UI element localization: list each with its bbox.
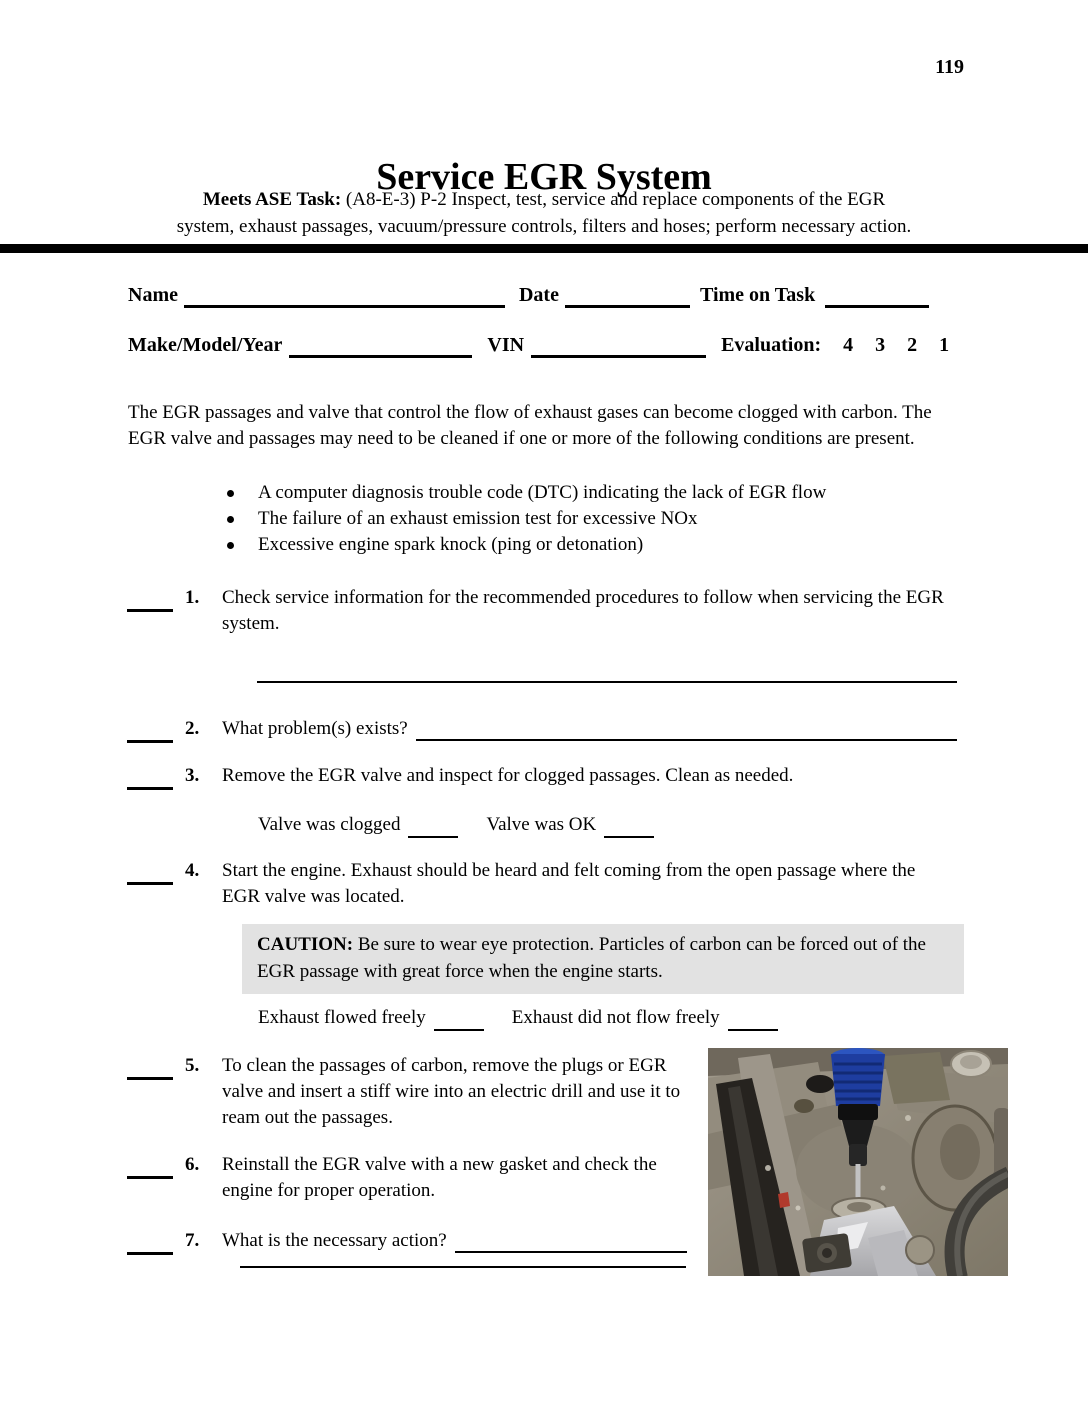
task-1-number: 1. xyxy=(185,587,200,608)
task-6 xyxy=(127,1152,692,1204)
date-label: Date xyxy=(518,284,559,306)
ase-task-line1: (A8-E-3) P-2 Inspect, test, service and replace components of the EGR xyxy=(345,189,886,210)
ase-task-subtitle xyxy=(0,186,1088,240)
caution-box xyxy=(242,924,964,994)
time-on-task-blank xyxy=(825,283,929,308)
name-blank xyxy=(184,283,505,308)
valve-clogged-blank xyxy=(408,815,458,838)
condition-list xyxy=(225,480,915,558)
condition-item-2: The failure of an exhaust emission test for excessive NOx xyxy=(225,506,915,532)
task-3-number: 3. xyxy=(185,765,200,786)
task-4-options-row xyxy=(258,1005,778,1031)
time-on-task-label: Time on Task xyxy=(699,284,816,306)
exhaust-flowed-label: Exhaust flowed freely xyxy=(258,1007,426,1028)
task-5 xyxy=(127,1053,692,1131)
egr-cleaning-photo xyxy=(708,1048,1008,1276)
task-1-completion-blank xyxy=(127,585,173,612)
task-4-completion-blank xyxy=(127,858,173,885)
task-1-answer-line xyxy=(257,681,957,683)
exhaust-did-not-flow-label: Exhaust did not flow freely xyxy=(511,1007,720,1028)
task-2-completion-blank xyxy=(127,716,173,743)
vin-label: VIN xyxy=(487,334,525,356)
name-label: Name xyxy=(128,284,178,306)
page-title: Service EGR System xyxy=(376,156,712,199)
task-3 xyxy=(127,763,952,790)
task-2-number: 2. xyxy=(185,718,200,739)
make-model-year-blank xyxy=(289,333,472,358)
ase-task-line2: system, exhaust passages, vacuum/pressure controls, filters and hoses; perform necessary action. xyxy=(176,216,912,237)
make-model-year-label: Make/Model/Year xyxy=(128,334,283,356)
header-divider-rule xyxy=(0,244,1088,253)
caution-label: CAUTION: xyxy=(257,934,354,955)
evaluation-label: Evaluation: xyxy=(721,334,822,356)
evaluation-score-2: 2 xyxy=(907,334,918,356)
task-3-completion-blank xyxy=(127,763,173,790)
red-marker xyxy=(778,1192,790,1208)
page-number: 119 xyxy=(935,56,964,78)
form-row-name-date-time xyxy=(128,282,929,308)
task-7-text: What is the necessary action? xyxy=(222,1230,447,1251)
caution-text: Be sure to wear eye protection. Particles of carbon can be forced out of the EGR passage with great force when the engine starts. xyxy=(257,934,926,982)
valve-ok-blank xyxy=(604,815,654,838)
task-4-text: Start the engine. Exhaust should be heard and felt coming from the open passage where the EGR valve was located. xyxy=(222,860,916,907)
intro-paragraph: The EGR passages and valve that control the flow of exhaust gases can become clogged with carbon. The EGR valve and passages may need to be cleaned if one or more of the following conditions are present. xyxy=(128,402,932,449)
task-7-answer-blank xyxy=(455,1228,687,1253)
evaluation-score-3: 3 xyxy=(875,334,886,356)
evaluation-score-1: 1 xyxy=(939,334,950,356)
ase-task-label: Meets ASE Task: xyxy=(202,189,342,210)
task-4 xyxy=(127,858,952,910)
task-2-text: What problem(s) exists? xyxy=(222,718,408,739)
condition-item-1: A computer diagnosis trouble code (DTC) indicating the lack of EGR flow xyxy=(225,480,915,506)
task-6-completion-blank xyxy=(127,1152,173,1179)
task-5-number: 5. xyxy=(185,1055,200,1076)
task-5-text: To clean the passages of carbon, remove the plugs or EGR valve and insert a stiff wire into an electric drill and use it to ream out the passages. xyxy=(222,1055,681,1128)
evaluation-score-4: 4 xyxy=(843,334,854,356)
task-3-options-row xyxy=(258,812,654,838)
exhaust-flowed-blank xyxy=(434,1008,484,1031)
valve-clogged-label: Valve was clogged xyxy=(258,814,401,835)
vin-blank xyxy=(531,333,706,358)
task-7 xyxy=(127,1228,687,1255)
task-1 xyxy=(127,585,952,637)
task-2-answer-blank xyxy=(416,716,957,741)
condition-item-3: Excessive engine spark knock (ping or detonation) xyxy=(225,532,915,558)
task-1-text: Check service information for the recommended procedures to follow when servicing the EGR system. xyxy=(222,587,944,634)
date-blank xyxy=(565,283,690,308)
task-6-text: Reinstall the EGR valve with a new gasket and check the engine for proper operation. xyxy=(222,1154,657,1201)
exhaust-did-not-flow-blank xyxy=(728,1008,778,1031)
task-4-number: 4. xyxy=(185,860,200,881)
task-2 xyxy=(127,716,957,743)
task-7-completion-blank xyxy=(127,1228,173,1255)
task-7-answer-line xyxy=(240,1266,686,1268)
valve-ok-label: Valve was OK xyxy=(486,814,597,835)
task-5-completion-blank xyxy=(127,1053,173,1080)
egr-cleaning-photo-graphic xyxy=(708,1048,1008,1276)
task-7-number: 7. xyxy=(185,1230,200,1251)
task-3-text: Remove the EGR valve and inspect for clogged passages. Clean as needed. xyxy=(222,765,794,786)
form-row-vehicle-evaluation xyxy=(128,332,949,358)
task-6-number: 6. xyxy=(185,1154,200,1175)
